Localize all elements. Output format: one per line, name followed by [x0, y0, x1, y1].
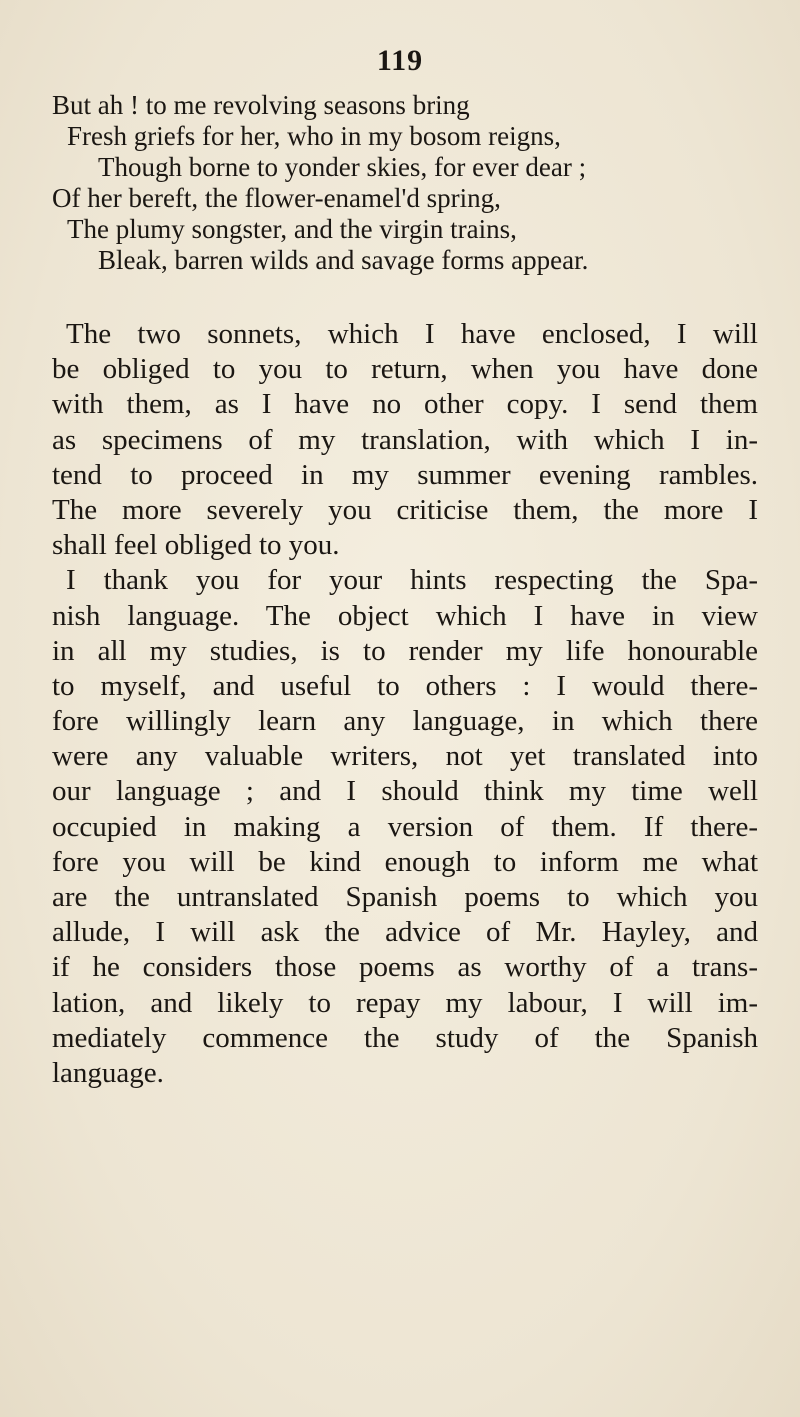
text-line: fore willingly learn any language, in which there: [52, 705, 758, 738]
text-line: The two sonnets, which I have enclosed, I will: [66, 318, 758, 350]
poem-line: Of her bereft, the flower-enamel'd spring,: [52, 183, 501, 213]
text-line: as specimens of my translation, with which I in-: [52, 423, 758, 456]
text-line: our language ; and I should think my time well: [52, 775, 758, 808]
poem-line: Though borne to yonder skies, for ever dear ;: [98, 152, 587, 182]
text-line: lation, and likely to repay my labour, I will im-: [52, 986, 758, 1019]
text-line: with them, as I have no other copy. I send them: [52, 388, 758, 421]
poem-line: The plumy songster, and the virgin trains,: [67, 214, 517, 244]
text-line: were any valuable writers, not yet translated into: [52, 740, 758, 773]
poem-line: But ah ! to me revolving seasons bring: [52, 90, 470, 120]
text-line: nish language. The object which I have in view: [52, 599, 758, 632]
poem-line: Bleak, barren wilds and savage forms appear.: [98, 245, 589, 275]
text-line: mediately commence the study of the Spanish: [52, 1021, 758, 1054]
text-line: occupied in making a version of them. If there-: [52, 810, 758, 843]
text-line: are the untranslated Spanish poems to which you: [52, 881, 758, 913]
page-number: 119: [376, 44, 424, 77]
text-line: fore you will be kind enough to inform me what: [52, 845, 758, 878]
text-line: language.: [52, 1056, 164, 1089]
text-line: if he considers those poems as worthy of a trans-: [52, 951, 758, 984]
text-line: I thank you for your hints respecting the Spa-: [66, 564, 758, 597]
text-line: allude, I will ask the advice of Mr. Hayley, and: [52, 916, 758, 949]
letter-text: [52, 317, 758, 1091]
text-line: The more severely you criticise them, the more I: [52, 493, 758, 526]
poem-line: Fresh griefs for her, who in my bosom reigns,: [67, 121, 561, 151]
text-line: shall feel obliged to you.: [52, 529, 340, 562]
text-line: to myself, and useful to others : I would there-: [52, 669, 758, 702]
text-line: in all my studies, is to render my life honourable: [52, 634, 758, 667]
text-line: tend to proceed in my summer evening rambles.: [52, 458, 758, 491]
text-line: be obliged to you to return, when you have done: [52, 353, 758, 386]
